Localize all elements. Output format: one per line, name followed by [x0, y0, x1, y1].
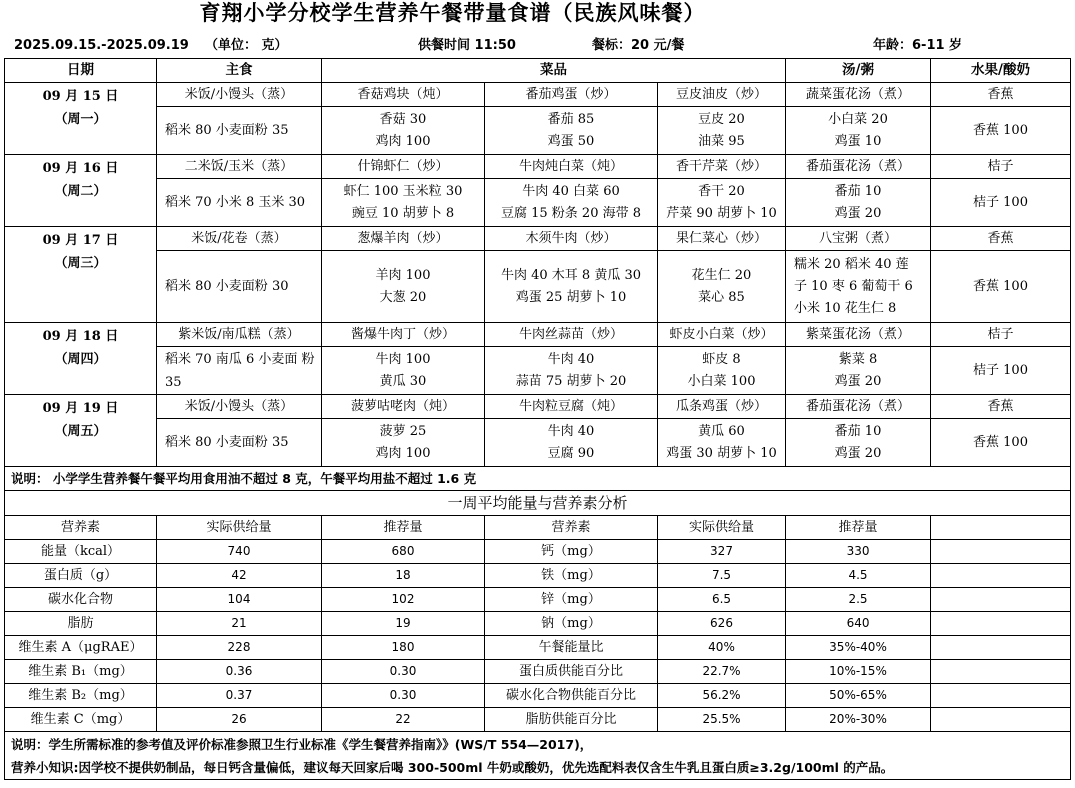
dish2-qty-line: 豆腐 90: [547, 445, 595, 461]
dish3-qty-line: 黄瓜 60: [698, 423, 745, 439]
nutrition-cell: 午餐能量比: [485, 636, 658, 660]
soup-qty-line: 鸡蛋 20: [834, 373, 882, 389]
dish3-qty-line: 油菜 95: [698, 133, 745, 149]
soup-name: 蔬菜蛋花汤（煮）: [786, 83, 931, 107]
day-name-row: [5, 155, 1071, 179]
nutrition-cell: 碳水化合物: [5, 588, 157, 612]
dish1-name: 葱爆羊肉（炒）: [322, 227, 485, 251]
dish3-name: 瓜条鸡蛋（炒）: [658, 395, 786, 419]
dish1-name: 菠萝咕咾肉（炖）: [322, 395, 485, 419]
day-qty-row: [5, 419, 1071, 467]
soup-qty-line: 鸡蛋 10: [834, 133, 882, 149]
nutrition-cell: 碳水化合物供能百分比: [485, 684, 658, 708]
menu-table: [4, 58, 1071, 780]
dish3-qty: [658, 419, 786, 467]
footer-row: [5, 732, 1071, 780]
dish1-qty-line: 羊肉 100: [375, 267, 431, 283]
day-name-row: [5, 323, 1071, 347]
header-staple: 主食: [157, 59, 322, 83]
nutrition-row: [5, 684, 1071, 708]
staple-name: 米饭/小馒头（蒸）: [157, 395, 322, 419]
nutrition-cell: 104: [157, 588, 322, 612]
nutrition-cell: 维生素 B₂（mg）: [5, 684, 157, 708]
dish3-qty-line: 芹菜 90 胡萝卜 10: [666, 205, 777, 221]
page-title: [0, 0, 1075, 30]
nutrition-cell: 蛋白质供能百分比: [485, 660, 658, 684]
nutrition-cell: 脂肪: [5, 612, 157, 636]
serving-time: 供餐时间 11:50: [418, 38, 516, 53]
nutrition-cell: 20%-30%: [786, 708, 931, 732]
staple-name: 二米饭/玉米（蒸）: [157, 155, 322, 179]
nutrition-cell: 0.36: [157, 660, 322, 684]
fruit-name: 香蕉: [931, 395, 1071, 419]
staple-qty: 稻米 70 南瓜 6 小麦面 粉 35: [157, 347, 322, 395]
day-weekday: （周一）: [54, 112, 107, 127]
nutrition-cell: 330: [786, 540, 931, 564]
soup-qty-line: 小米 10 花生仁 8: [794, 300, 897, 316]
nutrition-row: [5, 612, 1071, 636]
dish2-qty: [485, 107, 658, 155]
nutrition-cell: 740: [157, 540, 322, 564]
dish3-qty-line: 香干 20: [698, 183, 745, 199]
nutrition-cell: 228: [157, 636, 322, 660]
dish1-name: 香菇鸡块（炖）: [322, 83, 485, 107]
staple-qty: 稻米 80 小麦面粉 35: [157, 107, 322, 155]
soup-qty-line: 鸡蛋 20: [834, 445, 882, 461]
nutrition-cell: 327: [658, 540, 786, 564]
dish2-qty-line: 牛肉 40: [547, 423, 595, 439]
nutrition-empty-cell: [931, 612, 1071, 636]
staple-name: 米饭/小馒头（蒸）: [157, 83, 322, 107]
nutrition-cell: 50%-65%: [786, 684, 931, 708]
dish1-qty-line: 大葱 20: [379, 289, 427, 305]
nutrition-cell: 18: [322, 564, 485, 588]
day-qty-row: [5, 347, 1071, 395]
nutrition-cell: 40%: [658, 636, 786, 660]
nutrition-cell: 35%-40%: [786, 636, 931, 660]
nutrition-row: [5, 660, 1071, 684]
day-date-cell: [5, 395, 157, 467]
nutrition-empty-cell: [931, 684, 1071, 708]
soup-qty-line: 番茄 10: [834, 423, 882, 439]
dish3-qty: [658, 347, 786, 395]
fruit-qty: 香蕉 100: [931, 107, 1071, 155]
nutrition-cell: 626: [658, 612, 786, 636]
dish1-qty-line: 虾仁 100 玉米粒 30: [343, 183, 463, 199]
dish3-name: 豆皮油皮（炒）: [658, 83, 786, 107]
day-weekday: （周四）: [54, 352, 107, 367]
nutrition-empty-cell: [931, 516, 1071, 540]
nutrition-cell: 维生素 A（μgRAE）: [5, 636, 157, 660]
nutrition-empty-cell: [931, 588, 1071, 612]
date-range: 2025.09.15.-2025.09.19: [14, 38, 189, 53]
nutrition-cell: 维生素 B₁（mg）: [5, 660, 157, 684]
nutrition-header-cell: 推荐量: [322, 516, 485, 540]
nutrition-empty-cell: [931, 660, 1071, 684]
dish3-qty-line: 豆皮 20: [698, 111, 745, 127]
dish3-qty-line: 鸡蛋 30 胡萝卜 10: [666, 445, 777, 461]
unit-label: （单位： 克）: [205, 38, 288, 53]
day-qty-row: [5, 251, 1071, 323]
dish1-name: 酱爆牛肉丁（炒）: [322, 323, 485, 347]
nutrition-empty-cell: [931, 540, 1071, 564]
day-date-cell: [5, 227, 157, 323]
dish2-qty-line: 鸡蛋 25 胡萝卜 10: [515, 289, 627, 305]
header-dishes: 菜品: [322, 59, 786, 83]
nutrition-cell: 0.30: [322, 660, 485, 684]
footer-nutrition-tip: 营养小知识:因学校不提供奶制品，每日钙含量偏低，建议每天回家后喝 300-500ml 牛奶或酸奶，优先选配料表仅含生牛乳且蛋白质≥3.2g/100ml 的产品。: [11, 759, 894, 775]
day-weekday: （周二）: [54, 184, 107, 199]
day-weekday: （周五）: [54, 424, 107, 439]
dish1-qty-line: 香菇 30: [379, 111, 427, 127]
nutrition-cell: 22: [322, 708, 485, 732]
nutrition-row: [5, 636, 1071, 660]
nutrition-empty-cell: [931, 636, 1071, 660]
menu-header-row: [5, 59, 1071, 83]
nutrition-title: 一周平均能量与营养素分析: [5, 491, 1071, 516]
dish3-qty-line: 虾皮 8: [702, 351, 741, 367]
day-name-row: [5, 395, 1071, 419]
nutrition-cell: 2.5: [786, 588, 931, 612]
nutrition-cell: 6.5: [658, 588, 786, 612]
day-date: 09 月 19 日: [42, 401, 119, 416]
nutrition-row: [5, 564, 1071, 588]
day-date: 09 月 18 日: [42, 329, 119, 344]
day-name-row: [5, 227, 1071, 251]
dish3-qty-line: 小白菜 100: [687, 373, 756, 389]
nutrition-cell: 能量（kcal）: [5, 540, 157, 564]
nutrition-cell: 锌（mg）: [485, 588, 658, 612]
nutrition-row: [5, 588, 1071, 612]
nutrition-header-cell: 营养素: [5, 516, 157, 540]
dish2-qty-line: 番茄 85: [547, 111, 595, 127]
nutrition-cell: 4.5: [786, 564, 931, 588]
nutrition-header-cell: 营养素: [485, 516, 658, 540]
nutrition-row: [5, 540, 1071, 564]
dish2-qty-line: 牛肉 40 白菜 60: [522, 183, 620, 199]
age-range: 年龄：6-11 岁: [873, 38, 963, 53]
day-date: 09 月 17 日: [42, 233, 119, 248]
dish1-qty: [322, 251, 485, 323]
fruit-name: 香蕉: [931, 83, 1071, 107]
dish2-qty: [485, 179, 658, 227]
dish2-qty: [485, 347, 658, 395]
soup-qty-line: 子 10 枣 6 葡萄干 6: [794, 278, 913, 294]
nutrition-cell: 10%-15%: [786, 660, 931, 684]
dish2-qty: [485, 251, 658, 323]
staple-qty: 稻米 80 小麦面粉 35: [157, 419, 322, 467]
header-date: 日期: [5, 59, 157, 83]
nutrition-cell: 0.37: [157, 684, 322, 708]
nutrition-empty-cell: [931, 564, 1071, 588]
day-date-cell: [5, 83, 157, 155]
nutrition-cell: 56.2%: [658, 684, 786, 708]
dish2-qty: [485, 419, 658, 467]
dish2-qty-line: 牛肉 40: [547, 351, 595, 367]
header-fruit: 水果/酸奶: [931, 59, 1071, 83]
page-title-text: 育翔小学分校学生营养午餐带量食谱（民族风味餐）: [199, 0, 706, 25]
soup-name: 番茄蛋花汤（煮）: [786, 395, 931, 419]
soup-qty: [786, 419, 931, 467]
soup-qty-line: 紫菜 8: [838, 351, 878, 367]
dish1-qty: [322, 347, 485, 395]
dish1-qty-line: 豌豆 10 胡萝卜 8: [351, 205, 455, 221]
fruit-name: 桔子: [931, 323, 1071, 347]
day-weekday: （周三）: [54, 256, 107, 271]
day-date-cell: [5, 323, 157, 395]
soup-qty: [786, 107, 931, 155]
dish2-qty-line: 蒜苗 75 胡萝卜 20: [515, 373, 627, 389]
nutrition-row: [5, 708, 1071, 732]
nutrition-cell: 21: [157, 612, 322, 636]
dish3-qty-line: 菜心 85: [698, 289, 745, 305]
day-qty-row: [5, 107, 1071, 155]
dish3-qty: [658, 107, 786, 155]
dish1-qty-line: 菠萝 25: [379, 423, 427, 439]
dish3-name: 虾皮小白菜（炒）: [658, 323, 786, 347]
staple-name: 米饭/花卷（蒸）: [157, 227, 322, 251]
nutrition-cell: 铁（mg）: [485, 564, 658, 588]
dish1-name: 什锦虾仁（炒）: [322, 155, 485, 179]
nutrition-cell: 680: [322, 540, 485, 564]
soup-qty: [786, 179, 931, 227]
nutrition-cell: 脂肪供能百分比: [485, 708, 658, 732]
soup-qty-line: 鸡蛋 20: [834, 205, 882, 221]
fruit-name: 桔子: [931, 155, 1071, 179]
note-row: [5, 467, 1071, 491]
dish1-qty: [322, 107, 485, 155]
nutrition-cell: 7.5: [658, 564, 786, 588]
soup-qty-line: 小白菜 20: [828, 111, 888, 127]
dish3-qty: [658, 179, 786, 227]
fruit-qty: 香蕉 100: [931, 419, 1071, 467]
nutrition-cell: 0.30: [322, 684, 485, 708]
dish2-name: 木须牛肉（炒）: [485, 227, 658, 251]
nutrition-cell: 钙（mg）: [485, 540, 658, 564]
dish2-qty-line: 豆腐 15 粉条 20 海带 8: [500, 205, 642, 221]
soup-name: 番茄蛋花汤（煮）: [786, 155, 931, 179]
nutrition-header-cell: 实际供给量: [658, 516, 786, 540]
soup-qty-line: 番茄 10: [834, 183, 882, 199]
day-qty-row: [5, 179, 1071, 227]
nutrition-cell: 180: [322, 636, 485, 660]
nutrition-cell: 蛋白质（g）: [5, 564, 157, 588]
dish2-name: 牛肉丝蒜苗（炒）: [485, 323, 658, 347]
note-oil-salt: 说明： 小学学生营养餐午餐平均用食用油不超过 8 克，午餐平均用盐不超过 1.6 克: [5, 467, 1071, 491]
dish1-qty: [322, 179, 485, 227]
dish2-name: 牛肉炖白菜（炖）: [485, 155, 658, 179]
dish1-qty-line: 鸡肉 100: [375, 133, 431, 149]
nutrition-cell: 42: [157, 564, 322, 588]
nutrition-cell: 维生素 C（mg）: [5, 708, 157, 732]
fruit-qty: 桔子 100: [931, 347, 1071, 395]
footer-notes: [5, 732, 1071, 780]
nutrition-cell: 19: [322, 612, 485, 636]
day-date: 09 月 15 日: [42, 89, 119, 104]
nutrition-cell: 22.7%: [658, 660, 786, 684]
nutrition-cell: 26: [157, 708, 322, 732]
soup-name: 八宝粥（煮）: [786, 227, 931, 251]
dish1-qty-line: 黄瓜 30: [379, 373, 427, 389]
dish3-qty-line: 花生仁 20: [691, 267, 752, 283]
nutrition-empty-cell: [931, 708, 1071, 732]
nutrition-cell: 25.5%: [658, 708, 786, 732]
nutrition-cell: 102: [322, 588, 485, 612]
day-date-cell: [5, 155, 157, 227]
soup-qty-line: 糯米 20 稻米 40 莲: [794, 256, 909, 272]
soup-qty: [786, 251, 931, 323]
header-soup: 汤/粥: [786, 59, 931, 83]
dish3-qty: [658, 251, 786, 323]
nutrition-header-row: [5, 516, 1071, 540]
dish1-qty: [322, 419, 485, 467]
nutrition-header-cell: 实际供给量: [157, 516, 322, 540]
fruit-qty: 香蕉 100: [931, 251, 1071, 323]
day-name-row: [5, 83, 1071, 107]
staple-name: 紫米饭/南瓜糕（蒸）: [157, 323, 322, 347]
fruit-qty: 桔子 100: [931, 179, 1071, 227]
day-date: 09 月 16 日: [42, 161, 119, 176]
staple-qty: 稻米 70 小米 8 玉米 30: [157, 179, 322, 227]
dish1-qty-line: 牛肉 100: [375, 351, 431, 367]
footer-standard-note: 说明：学生所需标准的参考值及评价标准参照卫生行业标准《学生餐营养指南》》(WS/T 554—2017)，: [11, 736, 593, 752]
soup-qty: [786, 347, 931, 395]
dish2-qty-line: 鸡蛋 50: [547, 133, 595, 149]
dish2-qty-line: 牛肉 40 木耳 8 黄瓜 30: [500, 267, 642, 283]
staple-qty: 稻米 80 小麦面粉 30: [157, 251, 322, 323]
dish2-name: 牛肉粒豆腐（炖）: [485, 395, 658, 419]
meal-standard: 餐标：20 元/餐: [592, 38, 685, 53]
dish1-qty-line: 鸡肉 100: [375, 445, 431, 461]
nutrition-header-cell: 推荐量: [786, 516, 931, 540]
dish3-name: 果仁菜心（炒）: [658, 227, 786, 251]
soup-name: 紫菜蛋花汤（煮）: [786, 323, 931, 347]
dish2-name: 番茄鸡蛋（炒）: [485, 83, 658, 107]
nutrition-cell: 640: [786, 612, 931, 636]
fruit-name: 香蕉: [931, 227, 1071, 251]
nutrition-cell: 钠（mg）: [485, 612, 658, 636]
nutrition-title-row: [5, 491, 1071, 516]
dish3-name: 香干芹菜（炒）: [658, 155, 786, 179]
